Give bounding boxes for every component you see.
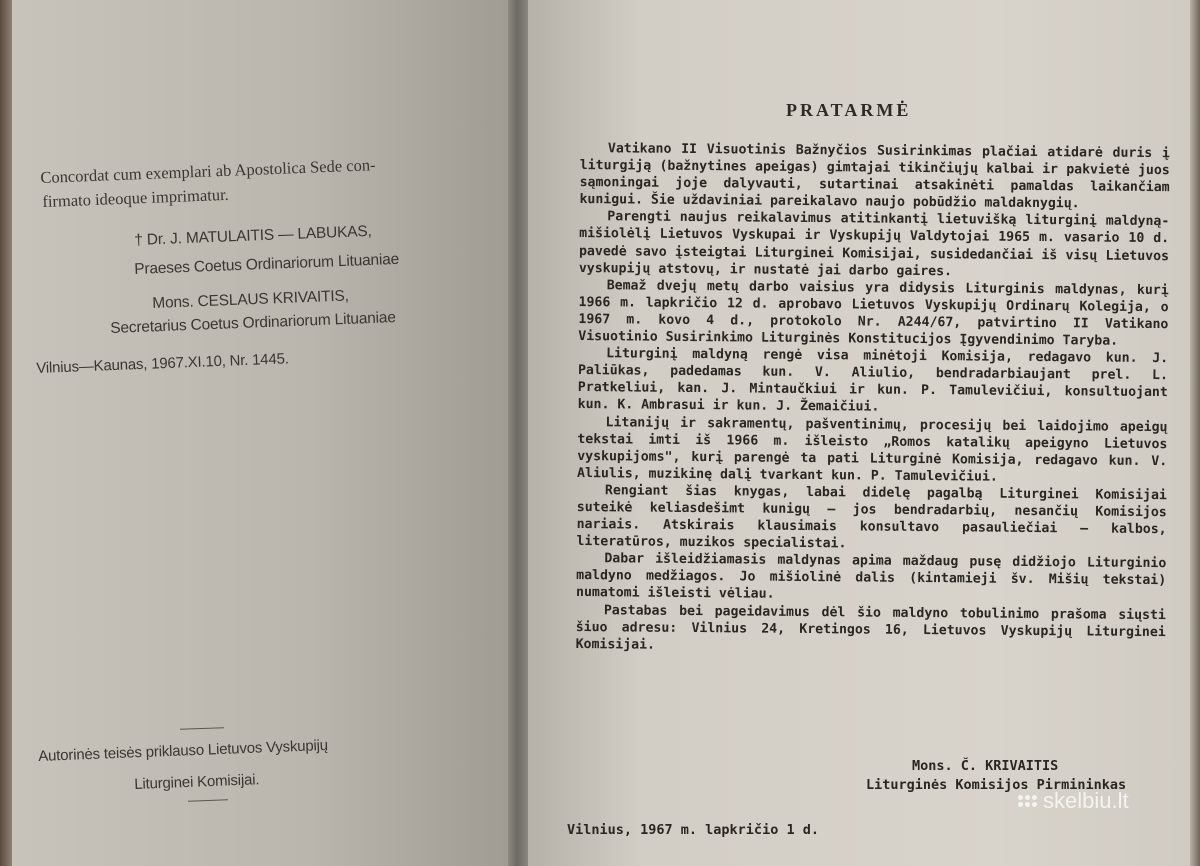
signer-2-name: Mons. CESLAUS KRIVAITIS, [152,287,349,312]
watermark-text: skelbiu.lt [1043,788,1129,813]
book-cover-edge [0,0,12,866]
preface-paragraph: Rengiant šias knygas, labai didelę pagalbą Liturginei Komisijai suteikė keliasdešimt kunigų — jos bendradarbių, nesančių Komisijos nariais. Atskirais klausimais konsultavo pasauliečiai — kalbos, literatūros, muzikos specialistai. [576,483,1167,552]
site-watermark [1018,788,1129,814]
preface-paragraph: Parengti naujus reikalavimus atitinkantį lietuvišką liturginį maldyną-mišiolėlį Lietuvos Vyskupai ir Vyskupijų Valdytojai 1965 m. vasario 10 d. pavedė savo įsteigtai Liturginei Komisijai, susidedančiai iš visų Lietuvos vyskupijų atstovų, ir nustatė jai darbo gaires. [578,209,1170,279]
preface-body [576,140,1170,658]
signature-role: Liturginės Komisijos Pirmininkas [866,777,1127,793]
preface-date: Vilnius, 1967 m. lapkričio 1 d. [567,822,819,838]
imprimatur-line-1: Concordat cum exemplari ab Apostolica Sede con- [40,155,376,187]
signature-name: Mons. Č. KRIVAITIS [912,758,1059,774]
copyright-line-2: Liturginei Komisijai. [134,771,260,793]
preface-paragraph: Vatikano II Visuotinis Bažnyčios Susirinkimas plačiai atidarė duris į liturgiją (bažnytines apeigas) gimtajai tikinčiųjų kalbai ir pakvietė juos sąmoningai joje dalyvauti, sutartinai atsakinėti pamaldas laikančiam kunigui. Šie uždaviniai pareikalavo naujo pobūdžio maldaknygių. [579,141,1170,212]
preface-paragraph: Dabar išleidžiamasis maldynas apima maždaug pusę didžiojo Liturginio maldyno medžiagos. Jo mišiolinė dalis (kintamieji šv. Mišių tekstai) numatomi išleisti vėliau. [575,551,1167,603]
signer-2-role: Secretarius Coetus Ordinariorum Lituaniae [110,309,397,337]
imprimatur-line-2: firmato ideoque imprimatur. [42,184,230,211]
preface-paragraph: Litanijų ir sakramentų, pašventinimų, procesijų bei laidojimo apeigų tekstai imti iš 1966 m. išleisto „Romos katalikų apeigyno Lietuvos vyskupijoms", kurį parengė ta pati Liturginė Komisija, redagavo kun. V. Aliulis, muzikinę dalį tvarkant kun. P. Tamulevičiui. [577,414,1168,485]
left-page [0,0,515,866]
copyright-line-1: Autorinės teisės priklauso Lietuvos Vyskupijų [38,736,329,765]
book-page-edge [1190,0,1200,866]
preface-paragraph: Bemaž dvejų metų darbo vaisius yra didysis Liturginis maldynas, kurį 1966 m. lapkričio 12 d. aprobavo Lietuvos Vyskupijų Ordinarų Kolegija, o 1967 m. kovo 4 d., protokolo Nr. A244/67, patvirtino II Vatikano Visuotinio Susirinkimo Liturginės Konstitucijos Įgyvendinimo Taryba. [578,277,1169,349]
preface-paragraph: Pastabas bei pageidavimus dėl šio maldyno tobulinimo prašoma siųsti šiuo adresu: Vilnius 24, Kretingos 16, Lietuvos Vyskupijų Liturginei Komisijai. [575,602,1166,653]
place-date: Vilnius—Kaunas, 1967.XI.10, Nr. 1445. [36,350,289,377]
page-title: PRATARMĖ [786,100,912,120]
preface-paragraph: Liturginį maldyną rengė visa minėtoji Komisija, redagavo kun. J. Paliūkas, padedamas kun. V. Aliulio, bendradarbiaujant prel. L. Pratkeliui, kan. J. Mintaučkiui ir kun. P. Tamulevičiui, konsultuojant kun. K. Ambrasui ir kun. J. Žemaičiui. [577,346,1169,416]
watermark-dots-icon [1018,795,1037,807]
book-gutter [508,0,528,866]
signer-1-name: † Dr. J. MATULAITIS — LABUKAS, [134,222,372,249]
signer-1-role: Praeses Coetus Ordinariorum Lituaniae [134,250,400,278]
